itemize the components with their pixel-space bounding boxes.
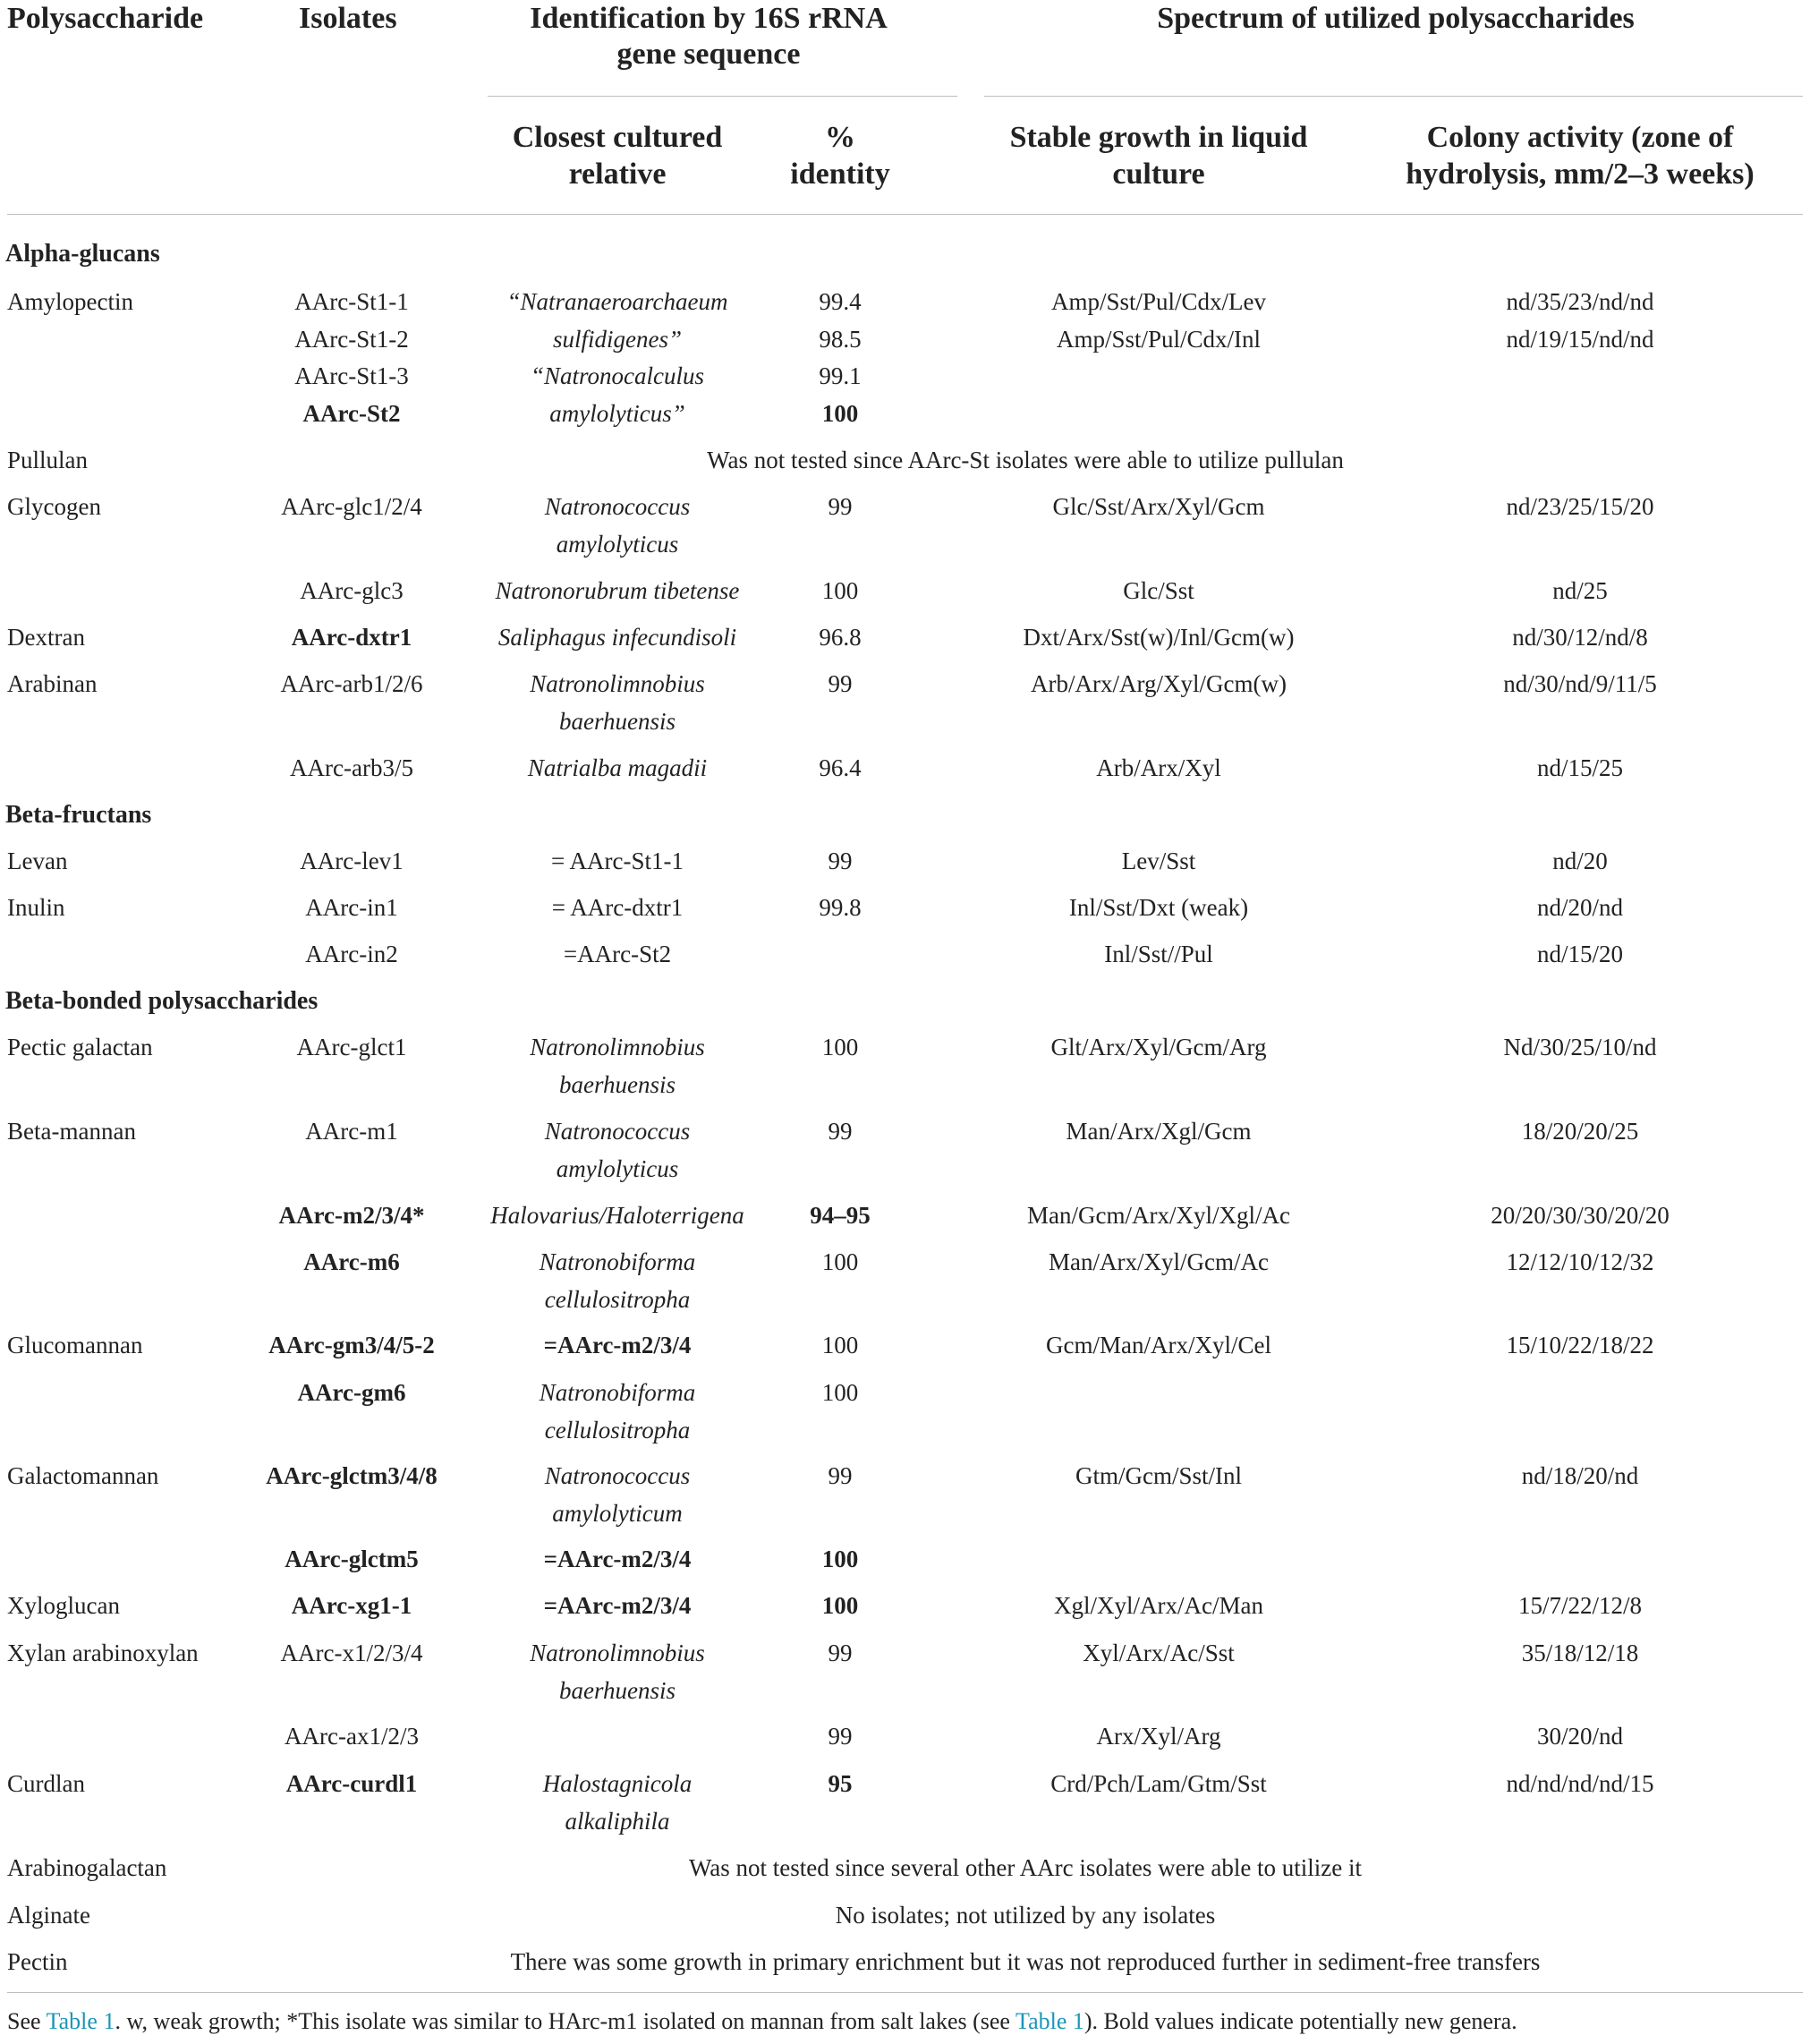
row-xylan-colony: 35/18/12/18 bbox=[1521, 1639, 1639, 1666]
row-galactomannan2-id: 100 bbox=[821, 1546, 859, 1572]
row-glycogen-colony: nd/23/25/15/20 bbox=[1506, 493, 1654, 520]
row-glucomannan2-rel-2: cellulositropha bbox=[544, 1417, 691, 1444]
row-curdlan-iso: AArc-curdl1 bbox=[285, 1770, 418, 1797]
row-pectic-id: 100 bbox=[821, 1034, 859, 1060]
row-amylopectin-iso-1: AArc-St1-1 bbox=[294, 288, 409, 315]
row-xylan2-growth: Arx/Xyl/Arg bbox=[1096, 1723, 1221, 1750]
row-curdlan-colony: nd/nd/nd/nd/15 bbox=[1506, 1770, 1654, 1797]
row-glycogen-id: 99 bbox=[828, 493, 853, 520]
row-glucomannan-iso: AArc-gm3/4/5-2 bbox=[268, 1332, 435, 1358]
row-pectic-growth: Glt/Arx/Xyl/Gcm/Arg bbox=[1050, 1034, 1267, 1060]
row-levan-poly: Levan bbox=[7, 847, 68, 874]
row-inulin2-iso: AArc-in2 bbox=[305, 941, 398, 967]
row-betamannan-growth: Man/Arx/Xgl/Gcm bbox=[1066, 1118, 1252, 1145]
row-inulin-poly: Inulin bbox=[7, 894, 65, 921]
row-alginate-note: No isolates; not utilized by any isolates bbox=[835, 1902, 1216, 1929]
row-curdlan-id: 95 bbox=[828, 1770, 853, 1797]
row-glucomannan-poly: Glucomannan bbox=[7, 1332, 143, 1358]
row-dextran-iso: AArc-dxtr1 bbox=[291, 624, 412, 651]
row-amylopectin-rel-3: “Natronocalculus bbox=[530, 362, 705, 389]
row-alginate-poly: Alginate bbox=[7, 1902, 90, 1929]
row-glycogen-rel-2: amylolyticus bbox=[556, 531, 679, 558]
row-glucomannan2-id: 100 bbox=[821, 1379, 859, 1406]
header-identity-line1: % bbox=[825, 121, 855, 154]
row-glucomannan-rel: =AArc-m2/3/4 bbox=[543, 1332, 692, 1358]
row-dextran-colony: nd/30/12/nd/8 bbox=[1512, 624, 1648, 651]
row-pectin-poly: Pectin bbox=[7, 1948, 68, 1975]
row-xyloglucan-rel: =AArc-m2/3/4 bbox=[543, 1592, 692, 1619]
row-xylan2-iso: AArc-ax1/2/3 bbox=[285, 1723, 419, 1750]
row-inulin2-rel: =AArc-St2 bbox=[563, 941, 672, 967]
row-xyloglucan-poly: Xyloglucan bbox=[7, 1592, 120, 1619]
row-glucomannan-id: 100 bbox=[821, 1332, 859, 1358]
row-galactomannan2-iso: AArc-glctm5 bbox=[285, 1546, 419, 1572]
row-amylopectin-rel-4: amylolyticus” bbox=[549, 400, 685, 427]
row-xyloglucan-colony: 15/7/22/12/8 bbox=[1517, 1592, 1643, 1619]
section-beta-fructans: Beta-fructans bbox=[5, 801, 152, 829]
header-colony-line2: hydrolysis, mm/2–3 weeks) bbox=[1406, 158, 1755, 191]
row-galactomannan-growth: Gtm/Gcm/Sst/Inl bbox=[1075, 1462, 1243, 1489]
row-betamannan2-id: 94–95 bbox=[810, 1202, 871, 1229]
row-xyloglucan-growth: Xgl/Xyl/Arx/Ac/Man bbox=[1054, 1592, 1263, 1619]
row-glycogen2-id: 100 bbox=[821, 577, 859, 604]
row-arabinan-growth: Arb/Arx/Arg/Xyl/Gcm(w) bbox=[1031, 670, 1287, 697]
row-levan-id: 99 bbox=[828, 847, 853, 874]
row-glycogen-poly: Glycogen bbox=[7, 493, 101, 520]
row-curdlan-poly: Curdlan bbox=[7, 1770, 85, 1797]
row-dextran-poly: Dextran bbox=[7, 624, 85, 651]
header-polysaccharide: Polysaccharide bbox=[7, 2, 204, 35]
footnote-table1-link[interactable]: Table 1 bbox=[46, 2008, 115, 2034]
row-glucomannan-growth: Gcm/Man/Arx/Xyl/Cel bbox=[1046, 1332, 1271, 1358]
row-betamannan3-rel-1: Natronobiforma bbox=[539, 1248, 696, 1275]
row-xylan-iso: AArc-x1/2/3/4 bbox=[280, 1639, 423, 1666]
row-arabinan-id: 99 bbox=[828, 670, 853, 697]
row-arabinogalactan-poly: Arabinogalactan bbox=[7, 1854, 167, 1881]
row-arabinan-rel-2: baerhuensis bbox=[558, 708, 676, 735]
row-glycogen2-growth: Glc/Sst bbox=[1123, 577, 1194, 604]
row-galactomannan-rel-2: amylolyticum bbox=[552, 1500, 683, 1527]
section-alpha-glucans: Alpha-glucans bbox=[5, 240, 160, 268]
row-arabinan-colony: nd/30/nd/9/11/5 bbox=[1503, 670, 1657, 697]
row-arabinogalactan-note: Was not tested since several other AArc isolates were able to utilize it bbox=[688, 1854, 1363, 1881]
row-arabinan2-colony: nd/15/25 bbox=[1536, 754, 1624, 781]
row-xylan-poly: Xylan arabinoxylan bbox=[7, 1639, 199, 1666]
section-beta-bonded: Beta-bonded polysaccharides bbox=[5, 987, 319, 1015]
row-pectic-rel-2: baerhuensis bbox=[558, 1071, 676, 1098]
row-arabinan2-iso: AArc-arb3/5 bbox=[290, 754, 413, 781]
row-galactomannan-id: 99 bbox=[828, 1462, 853, 1489]
row-glycogen2-rel: Natronorubrum tibetense bbox=[495, 577, 740, 604]
row-dextran-rel: Saliphagus infecundisoli bbox=[497, 624, 737, 651]
row-pectic-poly: Pectic galactan bbox=[7, 1034, 153, 1060]
row-xylan-id: 99 bbox=[828, 1639, 853, 1666]
row-pectin-note: There was some growth in primary enrichment but it was not reproduced further in sediment-free transfers bbox=[510, 1948, 1541, 1975]
row-pectic-rel-1: Natronolimnobius bbox=[530, 1034, 705, 1060]
row-pullulan-note: Was not tested since AArc-St isolates were able to utilize pullulan bbox=[707, 447, 1344, 473]
row-levan-growth: Lev/Sst bbox=[1121, 847, 1196, 874]
row-betamannan3-colony: 12/12/10/12/32 bbox=[1506, 1248, 1654, 1275]
table-footnote bbox=[7, 2010, 1517, 2033]
row-glycogen2-iso: AArc-glc3 bbox=[300, 577, 404, 604]
row-betamannan2-colony: 20/20/30/30/20/20 bbox=[1491, 1202, 1670, 1229]
row-dextran-id: 96.8 bbox=[819, 624, 862, 651]
row-curdlan-rel-1: Halostagnicola bbox=[542, 1770, 693, 1797]
row-inulin-colony: nd/20/nd bbox=[1536, 894, 1624, 921]
row-levan-rel: = AArc-St1-1 bbox=[551, 847, 684, 874]
row-betamannan-colony: 18/20/20/25 bbox=[1521, 1118, 1639, 1145]
header-growth-line1: Stable growth in liquid bbox=[1009, 121, 1308, 154]
row-galactomannan-colony: nd/18/20/nd bbox=[1521, 1462, 1639, 1489]
row-amylopectin-id-1: 99.4 bbox=[819, 288, 862, 315]
row-pullulan-poly: Pullulan bbox=[7, 447, 89, 473]
row-betamannan2-growth: Man/Gcm/Arx/Xyl/Xgl/Ac bbox=[1027, 1202, 1290, 1229]
row-glucomannan2-rel-1: Natronobiforma bbox=[539, 1379, 696, 1406]
row-pectic-iso: AArc-glct1 bbox=[296, 1034, 407, 1060]
row-inulin-id: 99.8 bbox=[819, 894, 862, 921]
row-betamannan3-id: 100 bbox=[821, 1248, 859, 1275]
row-inulin-growth: Inl/Sst/Dxt (weak) bbox=[1068, 894, 1249, 921]
row-xylan-rel-1: Natronolimnobius bbox=[530, 1639, 705, 1666]
row-galactomannan-poly: Galactomannan bbox=[7, 1462, 159, 1489]
row-curdlan-rel-2: alkaliphila bbox=[565, 1808, 670, 1835]
row-levan-iso: AArc-lev1 bbox=[300, 847, 404, 874]
row-amylopectin-growth-1: Amp/Sst/Pul/Cdx/Lev bbox=[1050, 288, 1267, 315]
row-inulin2-colony: nd/15/20 bbox=[1536, 941, 1624, 967]
header-growth-line2: culture bbox=[1112, 158, 1205, 191]
footnote-text-2: . w, weak growth; *This isolate was similar to HArc-m1 isolated on mannan from salt lakes (see bbox=[115, 2008, 1016, 2034]
row-betamannan-rel-2: amylolyticus bbox=[556, 1155, 679, 1182]
row-glycogen-iso: AArc-glc1/2/4 bbox=[281, 493, 422, 520]
row-inulin-rel: = AArc-dxtr1 bbox=[551, 894, 684, 921]
header-identification-line2: gene sequence bbox=[616, 38, 801, 71]
row-glycogen-rel-1: Natronococcus bbox=[544, 493, 691, 520]
footnote-table1-link-2[interactable]: Table 1 bbox=[1015, 2008, 1084, 2034]
footnote-text-1: See bbox=[7, 2008, 47, 2034]
row-amylopectin-growth-2: Amp/Sst/Pul/Cdx/Inl bbox=[1056, 326, 1262, 353]
row-arabinan-iso: AArc-arb1/2/6 bbox=[280, 670, 423, 697]
row-xyloglucan-iso: AArc-xg1-1 bbox=[291, 1592, 412, 1619]
row-galactomannan-iso: AArc-glctm3/4/8 bbox=[266, 1462, 438, 1489]
row-glucomannan-colony: 15/10/22/18/22 bbox=[1506, 1332, 1654, 1358]
table-bottom-rule bbox=[7, 1992, 1803, 1993]
row-amylopectin-iso-2: AArc-St1-2 bbox=[294, 326, 409, 353]
row-betamannan-id: 99 bbox=[828, 1118, 853, 1145]
row-arabinan-rel-1: Natronolimnobius bbox=[530, 670, 705, 697]
row-galactomannan-rel-1: Natronococcus bbox=[544, 1462, 691, 1489]
row-amylopectin-rel-2: sulfidigenes” bbox=[552, 326, 683, 353]
header-colony-line1: Colony activity (zone of bbox=[1426, 121, 1734, 154]
row-amylopectin-iso-4: AArc-St2 bbox=[302, 400, 401, 427]
row-inulin-iso: AArc-in1 bbox=[305, 894, 398, 921]
row-betamannan2-iso: AArc-m2/3/4* bbox=[278, 1202, 425, 1229]
row-amylopectin-poly: Amylopectin bbox=[7, 288, 133, 315]
footnote-text-3: ). Bold values indicate potentially new genera. bbox=[1083, 2008, 1517, 2034]
header-bottom-rule bbox=[7, 214, 1803, 215]
row-xyloglucan-id: 100 bbox=[821, 1592, 859, 1619]
row-xylan-rel-2: baerhuensis bbox=[558, 1677, 676, 1704]
row-glucomannan2-iso: AArc-gm6 bbox=[297, 1379, 406, 1406]
row-arabinan2-id: 96.4 bbox=[819, 754, 862, 781]
row-glycogen-growth: Glc/Sst/Arx/Xyl/Gcm bbox=[1052, 493, 1265, 520]
row-betamannan3-growth: Man/Arx/Xyl/Gcm/Ac bbox=[1049, 1248, 1269, 1275]
row-xylan2-colony: 30/20/nd bbox=[1536, 1723, 1624, 1750]
header-rule-identification bbox=[488, 96, 957, 97]
row-amylopectin-colony-2: nd/19/15/nd/nd bbox=[1506, 326, 1654, 353]
row-xylan-growth: Xyl/Arx/Ac/Sst bbox=[1083, 1639, 1235, 1666]
row-arabinan-poly: Arabinan bbox=[7, 670, 98, 697]
header-identification-line1: Identification by 16S rRNA bbox=[530, 2, 888, 35]
header-rule-spectrum bbox=[984, 96, 1803, 97]
row-betamannan-iso: AArc-m1 bbox=[305, 1118, 398, 1145]
row-pectic-colony: Nd/30/25/10/nd bbox=[1503, 1034, 1657, 1060]
row-amylopectin-colony-1: nd/35/23/nd/nd bbox=[1506, 288, 1654, 315]
row-betamannan3-iso: AArc-m6 bbox=[303, 1248, 400, 1275]
header-identity-line2: identity bbox=[790, 158, 890, 191]
row-xylan2-id: 99 bbox=[828, 1723, 853, 1750]
row-amylopectin-id-3: 99.1 bbox=[819, 362, 862, 389]
row-dextran-growth: Dxt/Arx/Sst(w)/Inl/Gcm(w) bbox=[1023, 624, 1295, 651]
header-spectrum: Spectrum of utilized polysaccharides bbox=[1157, 2, 1635, 35]
row-betamannan2-rel: Halovarius/Haloterrigena bbox=[490, 1202, 744, 1229]
header-closest-line2: relative bbox=[568, 158, 667, 191]
row-amylopectin-id-4: 100 bbox=[821, 400, 859, 427]
header-closest-line1: Closest cultured bbox=[512, 121, 723, 154]
row-glycogen2-colony: nd/25 bbox=[1552, 577, 1608, 604]
row-galactomannan2-rel: =AArc-m2/3/4 bbox=[543, 1546, 692, 1572]
row-amylopectin-rel-1: “Natranaeroarchaeum bbox=[506, 288, 728, 315]
row-amylopectin-iso-3: AArc-St1-3 bbox=[294, 362, 409, 389]
row-curdlan-growth: Crd/Pch/Lam/Gtm/Sst bbox=[1050, 1770, 1267, 1797]
row-amylopectin-id-2: 98.5 bbox=[819, 326, 862, 353]
row-levan-colony: nd/20 bbox=[1552, 847, 1608, 874]
row-arabinan2-growth: Arb/Arx/Xyl bbox=[1096, 754, 1221, 781]
row-inulin2-growth: Inl/Sst//Pul bbox=[1104, 941, 1213, 967]
row-betamannan-rel-1: Natronococcus bbox=[544, 1118, 691, 1145]
row-betamannan-poly: Beta-mannan bbox=[7, 1118, 136, 1145]
row-arabinan2-rel: Natrialba magadii bbox=[527, 754, 708, 781]
row-betamannan3-rel-2: cellulositropha bbox=[544, 1286, 691, 1313]
header-isolates: Isolates bbox=[299, 2, 397, 35]
